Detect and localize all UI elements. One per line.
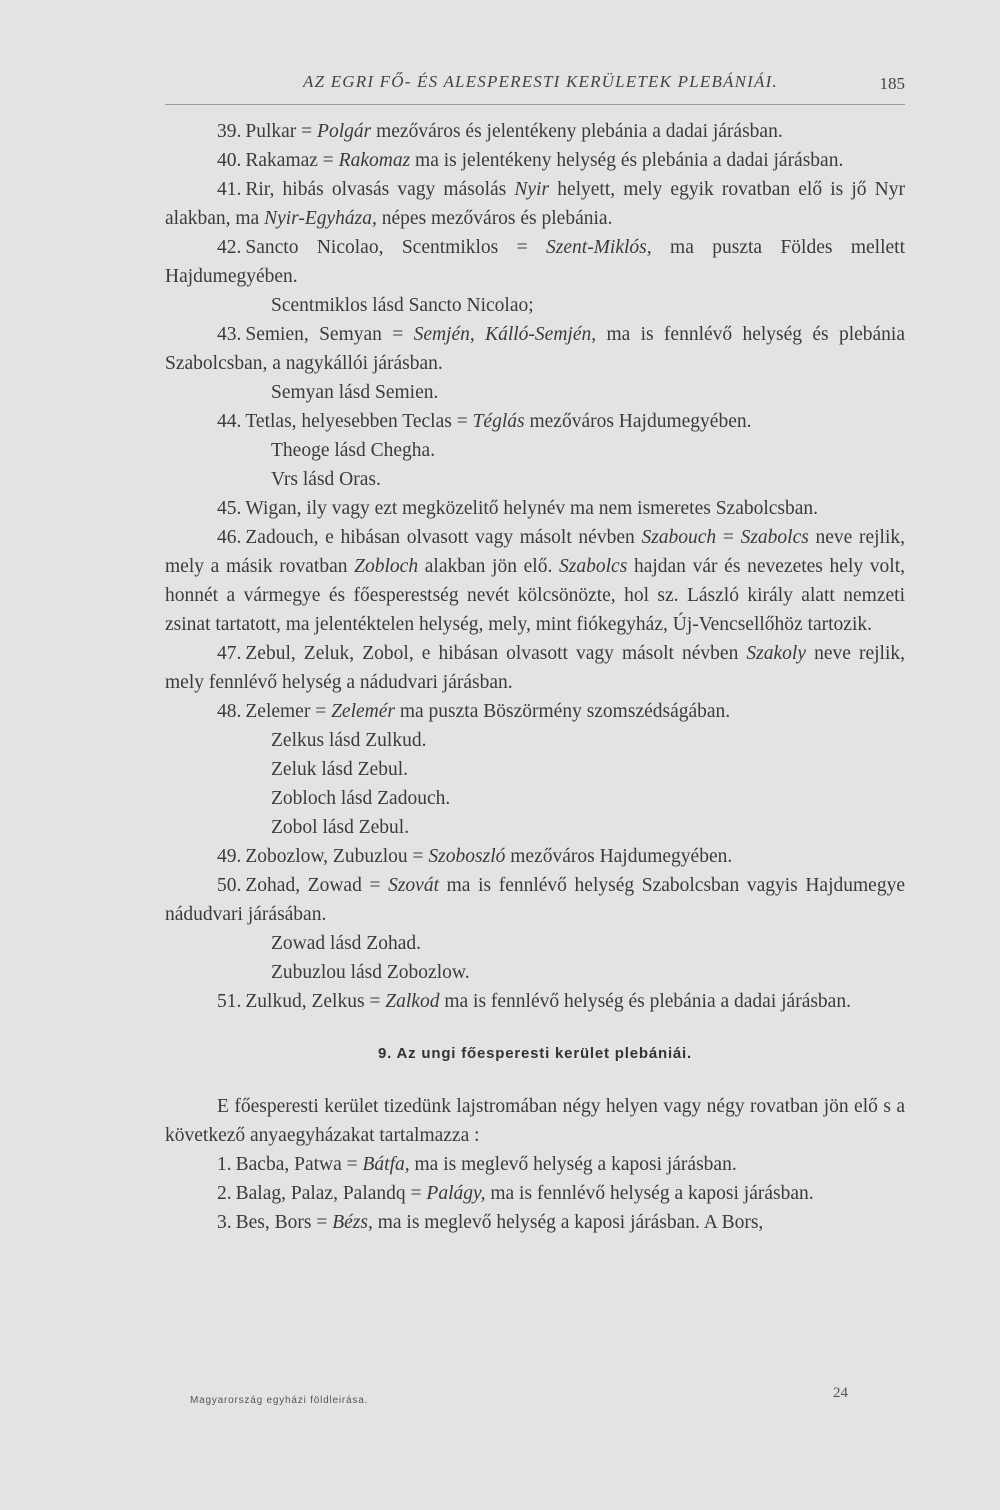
entry-text: ma is meglevő helység a kaposi járásban. <box>409 1154 737 1175</box>
entry-paragraph <box>165 320 905 378</box>
entry-paragraph <box>165 1179 905 1208</box>
entry-paragraph <box>165 871 905 929</box>
entry-number: 48. <box>217 701 242 722</box>
entry-number: 50. <box>217 875 242 896</box>
entry-text: helyett, mely egyik rovatban elő is jő Nyr alakban, ma <box>165 179 905 229</box>
entry-paragraph <box>165 233 905 291</box>
entry-paragraph <box>165 842 905 871</box>
entry-text: neve rejlik, mely fennlévő helység a nádudvari járásban. <box>165 643 905 693</box>
cross-reference: Zubuzlou lásd Zobozlow. <box>271 962 470 983</box>
entry-number: 51. <box>217 991 242 1012</box>
place-name: Szovát <box>388 875 439 896</box>
entry-number: 45. <box>217 498 242 519</box>
entry-text: Zebul, Zeluk, Zobol, e hibásan olvasott vagy másolt névben <box>245 643 747 664</box>
entry-text: ma is fennlévő helység és plebánia Szabolcsban, a nagykállói járásban. <box>165 324 905 374</box>
entry-text: Zadouch, e hibásan olvasott vagy másolt névben <box>245 527 642 548</box>
place-name: Palágy, <box>426 1183 486 1204</box>
entry-paragraph <box>165 1150 905 1179</box>
entry-number: 3. <box>217 1212 232 1233</box>
entry-paragraph <box>165 987 905 1016</box>
signature-mark: 24 <box>833 1385 848 1401</box>
place-name: Bézs, <box>332 1212 373 1233</box>
place-name: Rakomaz <box>338 150 411 171</box>
body-text <box>165 117 905 1237</box>
entry-paragraph <box>165 117 905 146</box>
section-heading: 9. Az ungi főesperesti kerület plebániái. <box>378 1045 692 1062</box>
running-header-title: AZ EGRI FŐ- ÉS ALESPERESTI KERÜLETEK PLEBÁNIÁI. <box>303 72 778 91</box>
entry-text: neve rejlik, mely a másik rovatban <box>165 527 906 577</box>
cross-reference: Zeluk lásd Zebul. <box>271 759 409 780</box>
entry-text: ma puszta Földes mellett Hajdumegyében. <box>165 237 905 287</box>
running-header <box>165 72 905 98</box>
entry-paragraph <box>165 146 905 175</box>
section-intro: E főesperesti kerület tizedünk lajstromában négy helyen vagy négy rovatban jön elő s a következő anyaegyházakat tartalmazza : <box>165 1096 905 1146</box>
cross-reference: Scentmiklos lásd Sancto Nicolao; <box>271 295 534 316</box>
place-name: Szabolcs <box>559 556 628 577</box>
cross-reference: Semyan lásd Semien. <box>271 382 439 403</box>
entry-text: = <box>716 527 741 548</box>
entry-text: Bacba, Patwa = <box>235 1154 363 1175</box>
entry-text: mezőváros és jelentékeny plebánia a dadai járásban. <box>371 121 783 142</box>
entry-paragraph <box>165 407 905 436</box>
cross-reference: Zobloch lásd Zadouch. <box>271 788 451 809</box>
place-name: Zalkod <box>385 991 440 1012</box>
entry-text: ma is fennlévő helység a kaposi járásban. <box>485 1183 814 1204</box>
cross-reference: Vrs lásd Oras. <box>271 469 381 490</box>
entry-text: Sancto Nicolao, Scentmiklos = <box>245 237 547 258</box>
entry-text: Balag, Palaz, Palandq = <box>235 1183 427 1204</box>
entry-text: Wigan, ily vagy ezt megközelitő helynév ma nem ismeretes Szabolcsban. <box>245 498 819 519</box>
section-entries-list <box>165 1150 905 1237</box>
entry-paragraph <box>165 697 905 726</box>
entry-text: Zohad, Zowad = <box>245 875 389 896</box>
header-rule <box>165 104 905 105</box>
entry-text: Zobozlow, Zubuzlou = <box>245 846 429 867</box>
place-name: Nyir-Egyháza, <box>264 208 377 229</box>
entry-text: hajdan vár és nevezetes hely volt, honnét a vármegye és főesperestség nevét kölcsönözte, hol sz. László király alatt nemzeti zsinat tartatott, ma jelentéktelen helység, mely, mint fiókegyház, Új-Vencsellőhöz tartozik. <box>165 556 906 635</box>
footer-text: Magyarország egyházi földleirása. <box>190 1395 369 1406</box>
entry-text: ma is meglevő helység a kaposi járásban. A Bors, <box>372 1212 764 1233</box>
place-name: Téglás <box>472 411 525 432</box>
page-number: 185 <box>879 74 905 93</box>
entry-number: 2. <box>217 1183 232 1204</box>
entry-number: 44. <box>217 411 242 432</box>
entry-text: ma is fennlévő helység Szabolcsban vagyis Hajdumegye nádudvari járásában. <box>165 875 905 925</box>
entry-paragraph <box>165 1208 905 1237</box>
entry-text: népes mezőváros és plebánia. <box>376 208 613 229</box>
place-name: Semjén, Kálló-Semjén, <box>413 324 597 345</box>
entry-text: Tetlas, helyesebben Teclas = <box>245 411 473 432</box>
place-name: Szakoly <box>746 643 806 664</box>
entry-text: alakban jön elő. <box>418 556 560 577</box>
entry-number: 49. <box>217 846 242 867</box>
entry-text: mezőváros Hajdumegyében. <box>505 846 733 867</box>
entry-text: ma is jelentékeny helység és plebánia a dadai járásban. <box>410 150 844 171</box>
place-name: Bátfa, <box>362 1154 410 1175</box>
cross-reference: Zowad lásd Zohad. <box>271 933 422 954</box>
entry-text: Rakamaz = <box>245 150 339 171</box>
entry-number: 40. <box>217 150 242 171</box>
cross-reference: Zobol lásd Zebul. <box>271 817 410 838</box>
entry-number: 42. <box>217 237 242 258</box>
entry-paragraph <box>165 639 905 697</box>
entries-list <box>165 117 905 1016</box>
entry-paragraph <box>165 175 905 233</box>
place-name: Nyir <box>514 179 550 200</box>
entry-paragraph <box>165 494 905 523</box>
cross-reference: Zelkus lásd Zulkud. <box>271 730 427 751</box>
place-name: Polgár <box>317 121 372 142</box>
place-name: Szent-Miklós, <box>546 237 652 258</box>
place-name: Szabouch <box>641 527 717 548</box>
entry-text: Pulkar = <box>245 121 318 142</box>
entry-number: 46. <box>217 527 242 548</box>
entry-text: Zulkud, Zelkus = <box>245 991 386 1012</box>
entry-paragraph <box>165 523 905 639</box>
entry-number: 39. <box>217 121 242 142</box>
entry-text: Rir, hibás olvasás vagy másolás <box>245 179 515 200</box>
cross-reference: Theoge lásd Chegha. <box>271 440 436 461</box>
place-name: Zobloch <box>354 556 419 577</box>
entry-number: 43. <box>217 324 242 345</box>
entry-text: Bes, Bors = <box>235 1212 333 1233</box>
entry-text: Semien, Semyan = <box>245 324 414 345</box>
entry-text: ma puszta Böszörmény szomszédságában. <box>394 701 731 722</box>
entry-number: 1. <box>217 1154 232 1175</box>
entry-number: 41. <box>217 179 242 200</box>
place-name: Zelemér <box>331 701 395 722</box>
entry-text: Zelemer = <box>245 701 332 722</box>
entry-number: 47. <box>217 643 242 664</box>
entry-text: ma is fennlévő helység és plebánia a dadai járásban. <box>439 991 851 1012</box>
place-name: Szabolcs <box>740 527 809 548</box>
entry-text: mezőváros Hajdumegyében. <box>524 411 752 432</box>
place-name: Szoboszló <box>428 846 506 867</box>
